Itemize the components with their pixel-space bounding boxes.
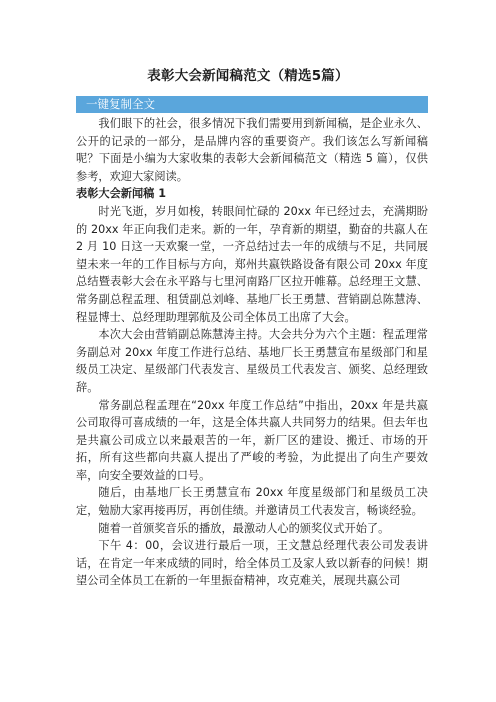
body-paragraph: 本次大会由营销副总陈慧涛主持。大会共分为六个主题：程孟理常务副总对 20xx 年度工作进行总结、基地厂长王勇慧宣布星级部门和星级员工决定、星级部门代表发言、星级员工代表发言、颁奖、总经理致辞。 [76, 328, 428, 394]
section-heading: 表彰大会新闻稿 1 [76, 187, 166, 201]
body-paragraph: 随着一首颁奖音乐的播放，最激动人心的颁奖仪式开始了。 [98, 521, 390, 535]
copy-full-text-button[interactable]: 一键复制全文 [76, 96, 428, 113]
document-body [76, 115, 428, 590]
body-paragraph: 常务副总程孟理在“20xx 年度工作总结”中指出，20xx 年是共嬴公司取得可喜成绩的一年，这是全体共嬴人共同努力的结果。但去年也是共嬴公司成立以来最艰苦的一年，新厂区的建设、搬迁、市场的开拓，所有这些都向共嬴人提出了严峻的考验，为此提出了向生产要效率，向安全要效益的口号。 [76, 398, 428, 482]
document-title: 表彰大会新闻稿范文（精选5篇） [147, 68, 349, 84]
intro-paragraph: 我们眼下的社会，很多情况下我们需要用到新闻稿，是企业永久、公开的记录的一部分，是品牌内容的重要资产。我们该怎么写新闻稿呢？下面是小编为大家收集的表彰大会新闻稿范文（精选 5 篇），仅供参考，欢迎大家阅读。 [76, 117, 428, 183]
body-paragraph: 时光飞逝，岁月如梭，转眼间忙碌的 20xx 年已经过去，充满期盼的 20xx 年正向我们走来。新的一年，孕育新的期望，勤奋的共嬴人在 2 月 10 日这一天欢聚一堂，一齐总结过去一年的成绩与不足，共同展望未来一年的工作目标与方向，郑州共嬴铁路设备有限公司 20xx 年度总结暨表彰大会在永平路与七里河南路厂区拉开帷幕。总经理王文慧、常务副总程孟理、租赁副总刘峰、基地厂长王勇慧、营销副总陈慧涛、程显博士、总经理助理郭航及公司全体员工出席了大会。 [76, 204, 428, 324]
body-paragraph: 下午 4：00，会议进行最后一项，王文慧总经理代表公司发表讲话，在肯定一年来成绩的同时，给全体员工及家人致以新春的问候！期望公司全体员工在新的一年里振奋精神，攻克难关，展现共嬴公司 [76, 539, 428, 588]
body-paragraph: 随后，由基地厂长王勇慧宣布 20xx 年度星级部门和星级员工决定，勉励大家再接再厉，再创佳绩。并邀请员工代表发言，畅谈经验。 [76, 486, 428, 518]
